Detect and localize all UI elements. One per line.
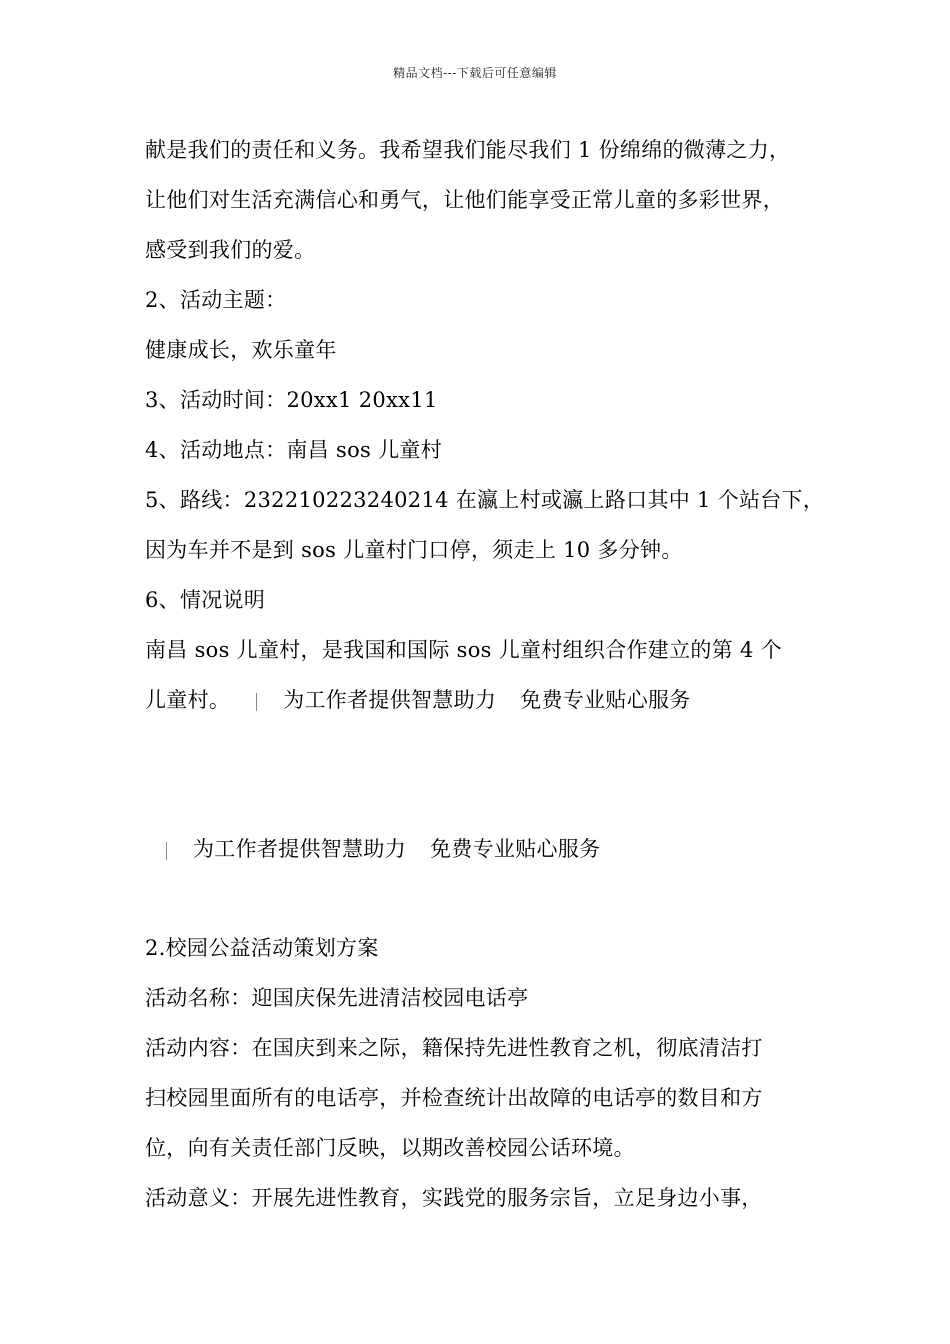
activity-meaning-line: 活动意义：开展先进性教育，实践党的服务宗旨，立足身边小事， xyxy=(145,1186,763,1210)
activity-content-line: 扫校园里面所有的电话亭，并检查统计出故障的电话亭的数目和方 xyxy=(145,1086,763,1110)
route-line: 因为车并不是到 sos 儿童村门口停，须走上 10 多分钟。 xyxy=(145,538,683,562)
ad-separator xyxy=(256,693,257,711)
activity-content-line: 位，向有关责任部门反映，以期改善校园公话环境。 xyxy=(145,1136,635,1160)
situation-title: 6、情况说明 xyxy=(145,588,266,612)
paragraph-line: 让他们对生活充满信心和勇气，让他们能享受正常儿童的多彩世界， xyxy=(145,188,784,212)
activity-theme-content: 健康成长，欢乐童年 xyxy=(145,338,337,362)
activity-content-line: 活动内容：在国庆到来之际，籍保持先进性教育之机，彻底清洁打 xyxy=(145,1036,763,1060)
ad-text-2: 免费专业贴心服务 xyxy=(520,688,691,712)
activity-theme-title: 2、活动主题： xyxy=(145,288,287,312)
activity-location: 4、活动地点：南昌 sos 儿童村 xyxy=(145,438,443,462)
activity-time: 3、活动时间：20xx1 20xx11 xyxy=(145,388,438,412)
activity-name: 活动名称：迎国庆保先进清洁校园电话亭 xyxy=(145,986,529,1010)
ad-text-1: 为工作者提供智慧助力 xyxy=(283,688,497,712)
ad-banner xyxy=(150,835,600,863)
situation-line: 南昌 sos 儿童村，是我国和国际 sos 儿童村组织合作建立的第 4 个 xyxy=(145,638,782,662)
ad-text-2: 免费专业贴心服务 xyxy=(430,837,601,861)
section-title: 2.校园公益活动策划方案 xyxy=(145,936,379,960)
page-header: 精品文档---下载后可任意编辑 xyxy=(393,66,557,80)
paragraph-line: 感受到我们的爱。 xyxy=(145,238,316,262)
ad-text-1: 为工作者提供智慧助力 xyxy=(193,837,406,861)
ad-separator xyxy=(166,842,167,860)
situation-line-with-ad xyxy=(145,686,691,714)
route-line: 5、路线：232210223240214 在瀛上村或瀛上路口其中 1 个站台下， xyxy=(145,488,825,512)
paragraph-line: 献是我们的责任和义务。我希望我们能尽我们 1 份绵绵的微薄之力， xyxy=(145,138,791,162)
situation-line-text: 儿童村。 xyxy=(145,688,231,712)
